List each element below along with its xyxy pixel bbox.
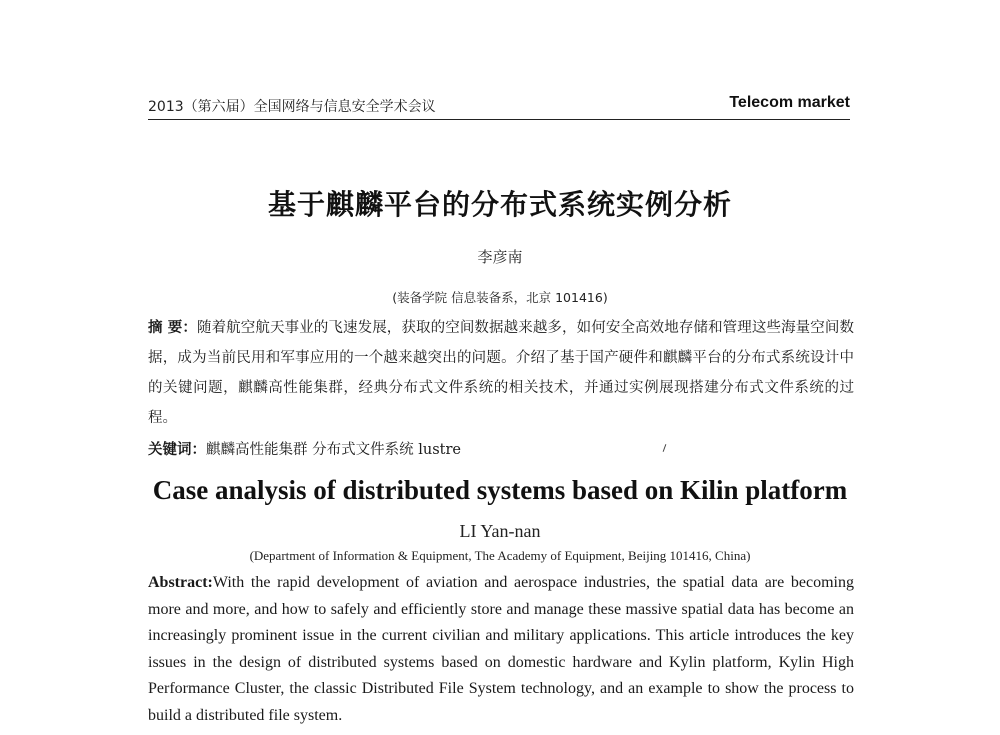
chinese-keywords <box>148 435 854 465</box>
conference-name: 2013（第六届）全国网络与信息安全学术会议 <box>148 99 436 115</box>
english-author: LI Yan-nan <box>459 521 541 541</box>
english-abstract-text: With the rapid development of aviation and aerospace industries, the spatial data are becoming more and more, and how to safely and efficiently store and manage these massive spatial data has become an increasingly prominent issue in the current civilian and military applications. This article introduces the key issues in the design of distributed systems based on domestic hardware and Kylin platform, Kylin High Performance Cluster, the classic Distributed File System technology, and an example to show the process to build a distributed file system. <box>148 574 854 724</box>
chinese-author: 李彦南 <box>477 248 523 266</box>
chinese-abstract-text: 随着航空航天事业的飞速发展，获取的空间数据越来越多，如何安全高效地存储和管理这些海量空间数据，成为当前民用和军事应用的一个越来越突出的问题。介绍了基于国产硬件和麒麟平台的分布式系统设计中的关键问题，麒麟高性能集群，经典分布式文件系统的相关技术，并通过实例展现搭建分布式文件系统的过程。 <box>148 320 854 426</box>
chinese-abstract-label: 摘 要： <box>148 320 197 336</box>
english-title: Case analysis of distributed systems based on Kilin platform <box>152 475 848 505</box>
chinese-keywords-label: 关键词： <box>148 442 206 458</box>
english-abstract-label: Abstract: <box>148 574 213 591</box>
chinese-keywords-text: 麒麟高性能集群 分布式文件系统 lustre <box>206 442 461 458</box>
chinese-title: 基于麒麟平台的分布式系统实例分析 <box>267 188 732 221</box>
running-header <box>148 93 850 120</box>
english-affiliation: (Department of Information & Equipment, The Academy of Equipment, Beijing 101416, China) <box>249 548 751 563</box>
chinese-affiliation: (装备学院 信息装备系，北京 101416) <box>392 290 608 305</box>
chinese-abstract <box>148 313 854 433</box>
journal-name: Telecom market <box>729 94 850 111</box>
english-abstract <box>148 570 854 729</box>
